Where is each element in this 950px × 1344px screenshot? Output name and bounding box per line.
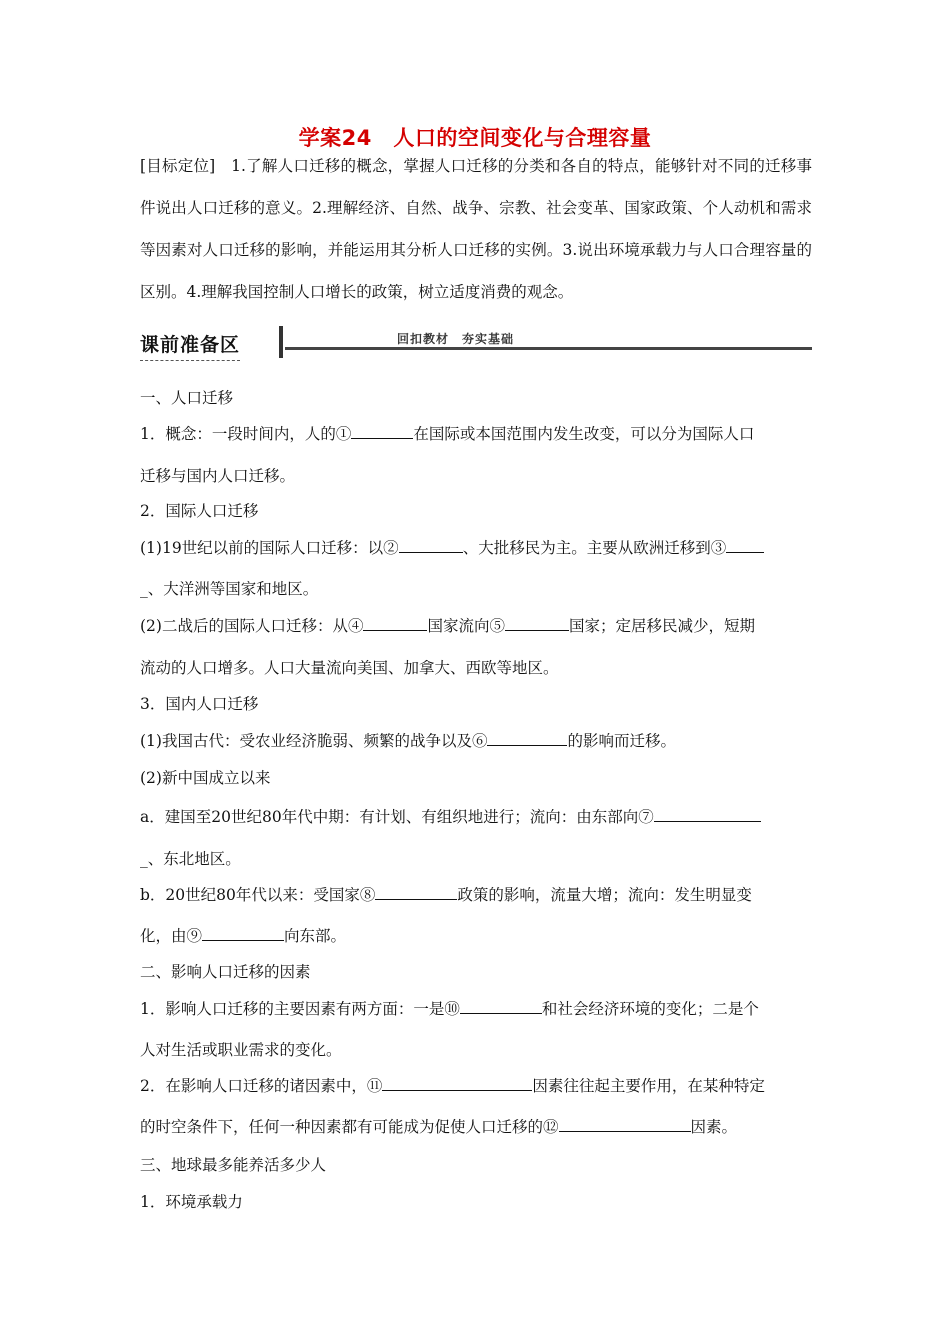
text-fragment: 因素。 xyxy=(690,1118,738,1136)
text-line: _、东北地区。 xyxy=(140,850,241,868)
subheading: 1．环境承载力 xyxy=(140,1193,243,1211)
heading-migration: 一、人口迁移 xyxy=(140,389,234,407)
fill-blank-11[interactable] xyxy=(382,1076,532,1091)
text-line xyxy=(140,997,812,1019)
text-fragment: 向东部。 xyxy=(284,927,347,945)
heading-factors: 二、影响人口迁移的因素 xyxy=(140,963,311,981)
text-line xyxy=(140,536,812,558)
text-fragment: (1)19世纪以前的国际人口迁移：以② xyxy=(140,539,399,557)
text-line xyxy=(140,1115,812,1137)
fill-blank-6[interactable] xyxy=(487,731,567,746)
learning-objectives: [目标定位] 1.了解人口迁移的概念，掌握人口迁移的分类和各自的特点，能够针对不同的迁移事件说出人口迁移的意义。2.理解经济、自然、战争、宗教、社会变革、国家政策、个人动机和需求等因素对人口迁移的影响，并能运用其分析人口迁移的实例。3.说出环境承载力与人口合理容量的区别。4.理解我国控制人口增长的政策，树立适度消费的观念。 xyxy=(140,157,812,301)
text-fragment: 政策的影响，流量大增；流向：发生明显变 xyxy=(457,886,752,904)
banner-title: 课前准备区 xyxy=(140,330,240,361)
fill-blank-2[interactable] xyxy=(399,538,463,553)
text-line xyxy=(140,883,812,905)
text-fragment: (1)我国古代：受农业经济脆弱、频繁的战争以及⑥ xyxy=(140,732,488,750)
text-fragment: 的时空条件下，任何一种因素都有可能成为促使人口迁移的⑫ xyxy=(140,1118,559,1136)
fill-blank-9[interactable] xyxy=(202,926,284,941)
text-line: 流动的人口增多。人口大量流向美国、加拿大、西欧等地区。 xyxy=(140,659,559,677)
banner-rule xyxy=(285,347,812,350)
text-fragment: 、大批移民为主。主要从欧洲迁移到③ xyxy=(462,539,727,557)
page-title: 学案24 人口的空间变化与合理容量 xyxy=(298,126,652,150)
text-line xyxy=(140,924,812,946)
banner-divider xyxy=(279,326,283,358)
fill-blank-10[interactable] xyxy=(460,999,542,1014)
text-line xyxy=(140,422,812,444)
text-line xyxy=(140,805,812,827)
text-line xyxy=(140,614,812,636)
text-fragment: 化，由⑨ xyxy=(140,927,203,945)
fill-blank-3[interactable] xyxy=(726,538,764,553)
text-fragment: 1．影响人口迁移的主要因素有两方面：一是⑩ xyxy=(140,1000,460,1018)
text-fragment: 国家流向⑤ xyxy=(427,617,505,635)
fill-blank-7[interactable] xyxy=(654,807,761,822)
text-fragment: b．20世纪80年代以来：受国家⑧ xyxy=(140,886,376,904)
fill-blank-4[interactable] xyxy=(363,616,427,631)
text-fragment: 国家；定居移民减少，短期 xyxy=(568,617,755,635)
text-line: _、大洋洲等国家和地区。 xyxy=(140,580,319,598)
text-fragment: 因素往往起主要作用，在某种特定 xyxy=(532,1077,765,1095)
fill-blank-1[interactable] xyxy=(351,424,413,439)
text-line xyxy=(140,1074,812,1096)
text-fragment: 1．概念：一段时间内，人的① xyxy=(140,425,352,443)
section-banner xyxy=(140,326,812,362)
text-fragment: 的影响而迁移。 xyxy=(567,732,676,750)
text-line: (2)新中国成立以来 xyxy=(140,769,271,787)
text-line xyxy=(140,729,812,751)
text-fragment: 和社会经济环境的变化；二是个 xyxy=(541,1000,759,1018)
text-line: 人对生活或职业需求的变化。 xyxy=(140,1041,342,1059)
text-fragment: 在国际或本国范围内发生改变，可以分为国际人口 xyxy=(413,425,755,443)
text-fragment: (2)二战后的国际人口迁移：从④ xyxy=(140,617,364,635)
fill-blank-12[interactable] xyxy=(559,1117,691,1132)
text-fragment: a．建国至20世纪80年代中期：有计划、有组织地进行；流向：由东部向⑦ xyxy=(140,808,654,826)
fill-blank-5[interactable] xyxy=(505,616,569,631)
banner-subtitle: 回扣教材 夯实基础 xyxy=(397,332,515,346)
fill-blank-8[interactable] xyxy=(375,885,457,900)
text-line: 迁移与国内人口迁移。 xyxy=(140,467,296,485)
heading-capacity: 三、地球最多能养活多少人 xyxy=(140,1156,327,1174)
subheading: 3．国内人口迁移 xyxy=(140,695,259,713)
text-fragment: 2．在影响人口迁移的诸因素中，⑪ xyxy=(140,1077,383,1095)
subheading: 2．国际人口迁移 xyxy=(140,502,259,520)
